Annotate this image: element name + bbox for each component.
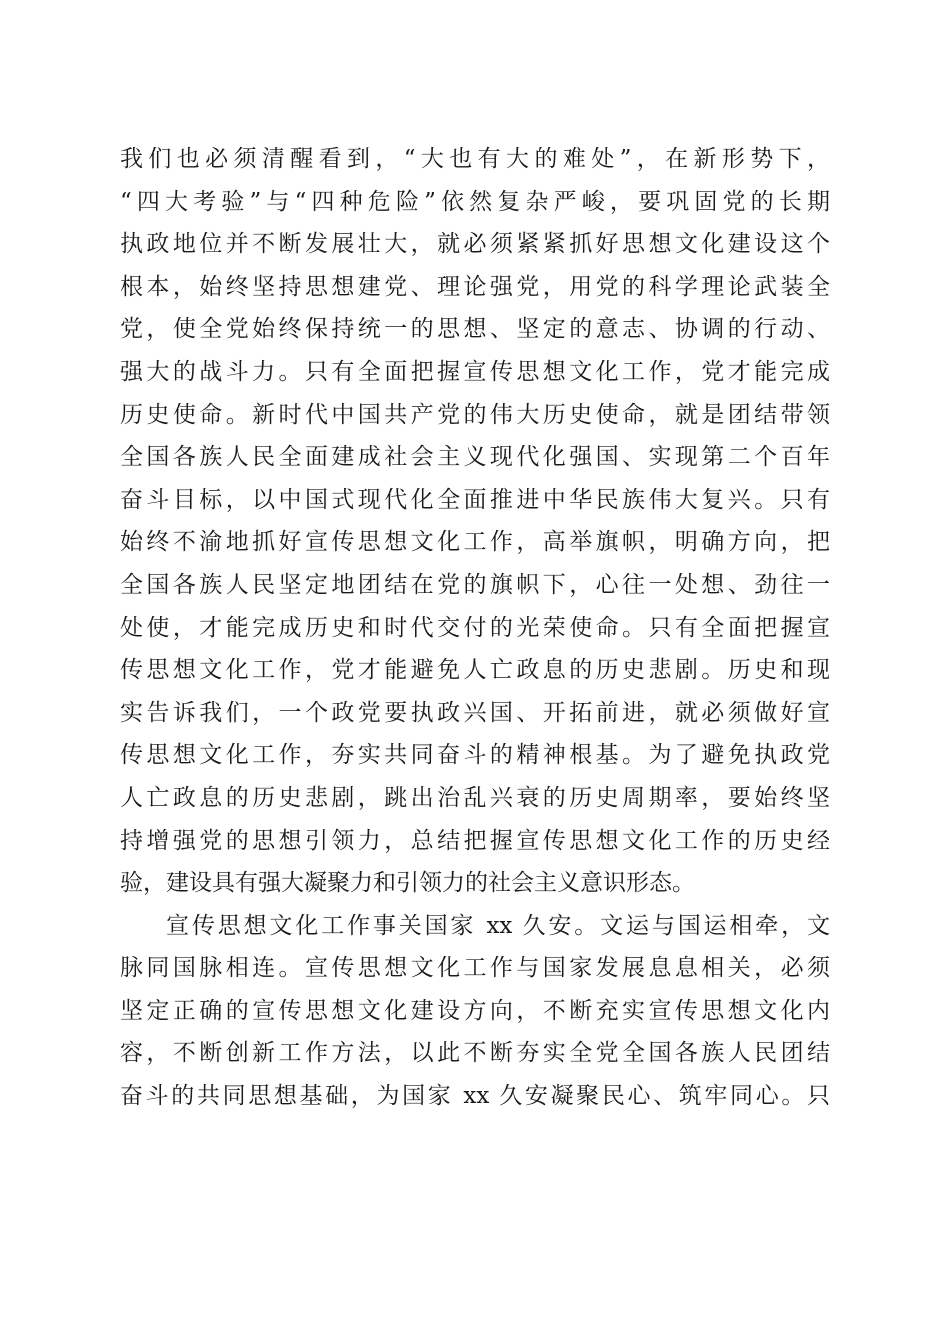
text-line: 执政地位并不断发展壮大，就必须紧紧抓好思想文化建设这个	[120, 231, 830, 258]
text-line: 人亡政息的历史悲剧，跳出治乱兴衰的历史周期率，要始终坚	[120, 784, 830, 811]
text-line: 历史使命。新时代中国共产党的伟大历史使命，就是团结带领	[120, 401, 830, 428]
text-line: 根本，始终坚持思想建党、理论强党，用党的科学理论武装全	[120, 273, 830, 300]
text-line: 宣传思想文化工作事关国家 xx 久安。文运与国运相牵，文	[166, 912, 830, 939]
text-line: 全国各族人民全面建成社会主义现代化强国、实现第二个百年	[120, 444, 830, 471]
text-line: 实告诉我们，一个政党要执政兴国、开拓前进，就必须做好宣	[120, 699, 830, 726]
text-line: 传思想文化工作，党才能避免人亡政息的历史悲剧。历史和现	[120, 657, 830, 684]
text-line: 验，建设具有强大凝聚力和引领力的社会主义意识形态。	[120, 870, 695, 897]
text-line: 脉同国脉相连。宣传思想文化工作与国家发展息息相关，必须	[120, 955, 830, 982]
text-line: 处使，才能完成历史和时代交付的光荣使命。只有全面把握宣	[120, 614, 830, 641]
text-line: 奋斗目标，以中国式现代化全面推进中华民族伟大复兴。只有	[120, 486, 830, 513]
text-line: 全国各族人民坚定地团结在党的旗帜下，心往一处想、劲往一	[120, 571, 830, 598]
text-line: 我们也必须清醒看到，“大也有大的难处”，在新形势下，	[120, 146, 830, 172]
text-line: 强大的战斗力。只有全面把握宣传思想文化工作，党才能完成	[120, 358, 830, 385]
text-line: “四大考验”与“四种危险”依然复杂严峻，要巩固党的长期	[120, 188, 830, 215]
paragraph-1	[120, 138, 830, 905]
text-line: 党，使全党始终保持统一的思想、坚定的意志、协调的行动、	[120, 316, 830, 343]
text-line: 容，不断创新工作方法，以此不断夯实全党全国各族人民团结	[120, 1040, 830, 1067]
paragraph-2	[120, 905, 830, 1118]
text-line: 坚定正确的宣传思想文化建设方向，不断充实宣传思想文化内	[120, 997, 830, 1024]
document-body	[120, 138, 830, 1118]
text-line: 持增强党的思想引领力，总结把握宣传思想文化工作的历史经	[120, 827, 830, 854]
text-line: 始终不渝地抓好宣传思想文化工作，高举旗帜，明确方向，把	[120, 529, 830, 556]
text-line: 奋斗的共同思想基础，为国家 xx 久安凝聚民心、筑牢同心。只	[120, 1083, 830, 1110]
text-line: 传思想文化工作，夯实共同奋斗的精神根基。为了避免执政党	[120, 742, 830, 769]
